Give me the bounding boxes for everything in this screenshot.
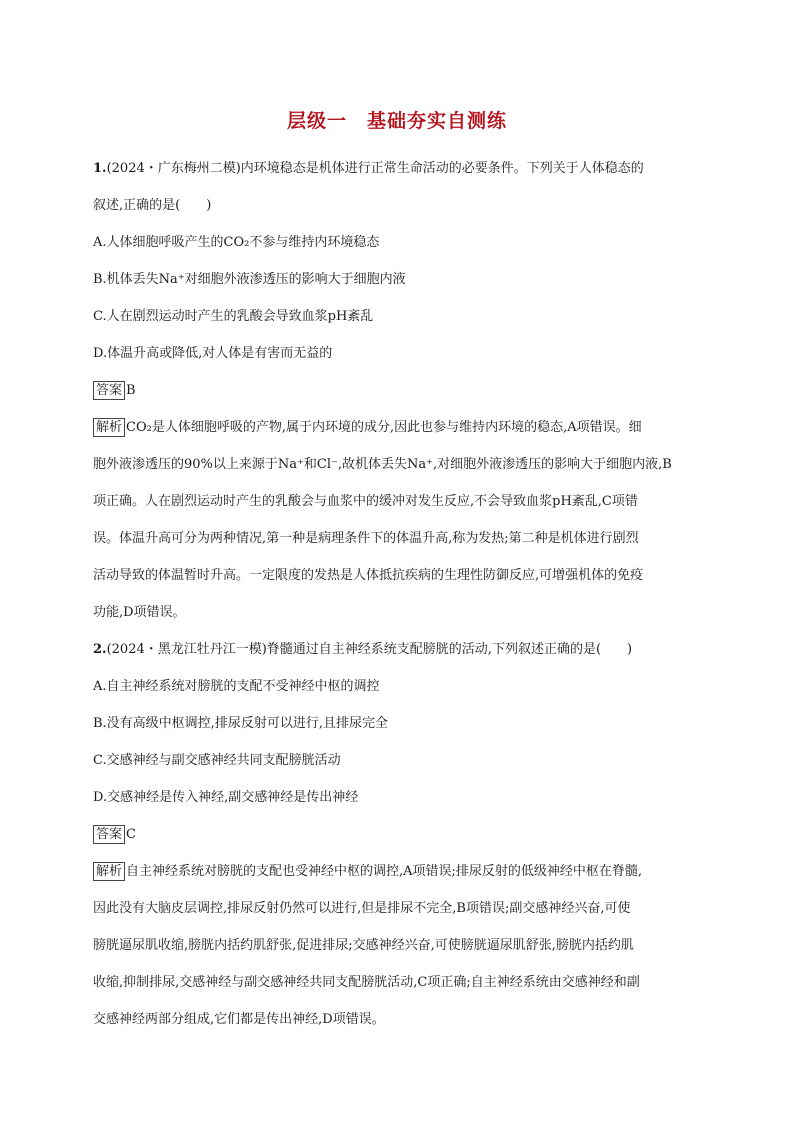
question-1-analysis-line-2: 胞外液渗透压的90%以上来源于Na⁺和Cl⁻,故机体丢失Na⁺,对细胞外液渗透压的影响大于细胞内液,B	[93, 457, 672, 472]
question-2-option-a: A.自主神经系统对膀胱的支配不受神经中枢的调控	[93, 679, 380, 694]
question-2-option-b: B.没有高级中枢调控,排尿反射可以进行,且排尿完全	[93, 716, 388, 731]
question-1	[93, 150, 715, 631]
question-1-analysis-text-1: CO₂是人体细胞呼吸的产物,属于内环境的成分,因此也参与维持内环境的稳态,A项错误。细	[126, 420, 642, 435]
page-title: 层级一 基础夯实自测练	[286, 110, 507, 132]
question-1-analysis-line-3: 项正确。人在剧烈运动时产生的乳酸会与血浆中的缓冲对发生反应,不会导致血浆pH紊乱,C项错	[93, 494, 638, 509]
question-1-stem-line-2: 叙述,正确的是( )	[93, 198, 212, 213]
question-1-analysis-line-5: 活动导致的体温暂时升高。一定限度的发热是人体抵抗疾病的生理性防御反应,可增强机体的免疫	[93, 568, 644, 583]
question-2	[93, 631, 715, 1038]
answer-label-box: 答案	[93, 381, 125, 400]
question-2-analysis-line-1	[93, 853, 715, 890]
question-1-analysis-line-1	[93, 409, 715, 446]
question-1-option-a: A.人体细胞呼吸产生的CO₂不参与维持内环境稳态	[93, 235, 380, 250]
question-list	[93, 150, 715, 1038]
question-1-option-b: B.机体丢失Na⁺对细胞外液渗透压的影响大于细胞内液	[93, 272, 406, 287]
question-2-stem-text-1: (2024・黑龙江牡丹江一模)脊髓通过自主神经系统支配膀胱的活动,下列叙述正确的是( )	[106, 642, 633, 657]
question-2-stem-line-1	[93, 631, 715, 668]
question-1-option-d: D.体温升高或降低,对人体是有害而无益的	[93, 346, 333, 361]
question-2-option-c: C.交感神经与副交感神经共同支配膀胱活动	[93, 753, 341, 768]
question-1-number: 1.	[93, 161, 107, 176]
question-1-option-c: C.人在剧烈运动时产生的乳酸会导致血浆pH紊乱	[93, 309, 374, 324]
question-1-answer-value: B	[126, 383, 136, 398]
question-1-stem-text-1: (2024・广东梅州二模)内环境稳态是机体进行正常生命活动的必要条件。下列关于人体稳态的	[106, 161, 644, 176]
question-2-analysis-text-1: 自主神经系统对膀胱的支配也受神经中枢的调控,A项错误;排尿反射的低级神经中枢在脊髓,	[126, 864, 643, 879]
analysis-label-box: 解析	[93, 862, 125, 881]
question-2-analysis-line-5: 交感神经两部分组成,它们都是传出神经,D项错误。	[93, 1012, 385, 1027]
question-1-analysis-line-6: 功能,D项错误。	[93, 605, 186, 620]
answer-label-box: 答案	[93, 825, 125, 844]
question-2-answer-value: C	[126, 827, 136, 842]
question-1-analysis-line-4: 误。体温升高可分为两种情况,第一种是病理条件下的体温升高,称为发热;第二种是机体进行剧烈	[93, 531, 639, 546]
analysis-label-box: 解析	[93, 418, 125, 437]
question-1-stem-line-1	[93, 150, 715, 187]
question-2-analysis-line-3: 膀胱逼尿肌收缩,膀胱内括约肌舒张,促进排尿;交感神经兴奋,可使膀胱逼尿肌舒张,膀胱内括约肌	[93, 938, 634, 953]
question-2-analysis-line-2: 因此没有大脑皮层调控,排尿反射仍然可以进行,但是排尿不完全,B项错误;副交感神经兴奋,可使	[93, 901, 631, 916]
question-2-answer	[93, 816, 715, 853]
question-1-answer	[93, 372, 715, 409]
question-2-option-d: D.交感神经是传入神经,副交感神经是传出神经	[93, 790, 359, 805]
question-2-analysis-line-4: 收缩,抑制排尿,交感神经与副交感神经共同支配膀胱活动,C项正确;自主神经系统由交感神经和副	[93, 975, 640, 990]
question-2-number: 2.	[93, 642, 107, 657]
